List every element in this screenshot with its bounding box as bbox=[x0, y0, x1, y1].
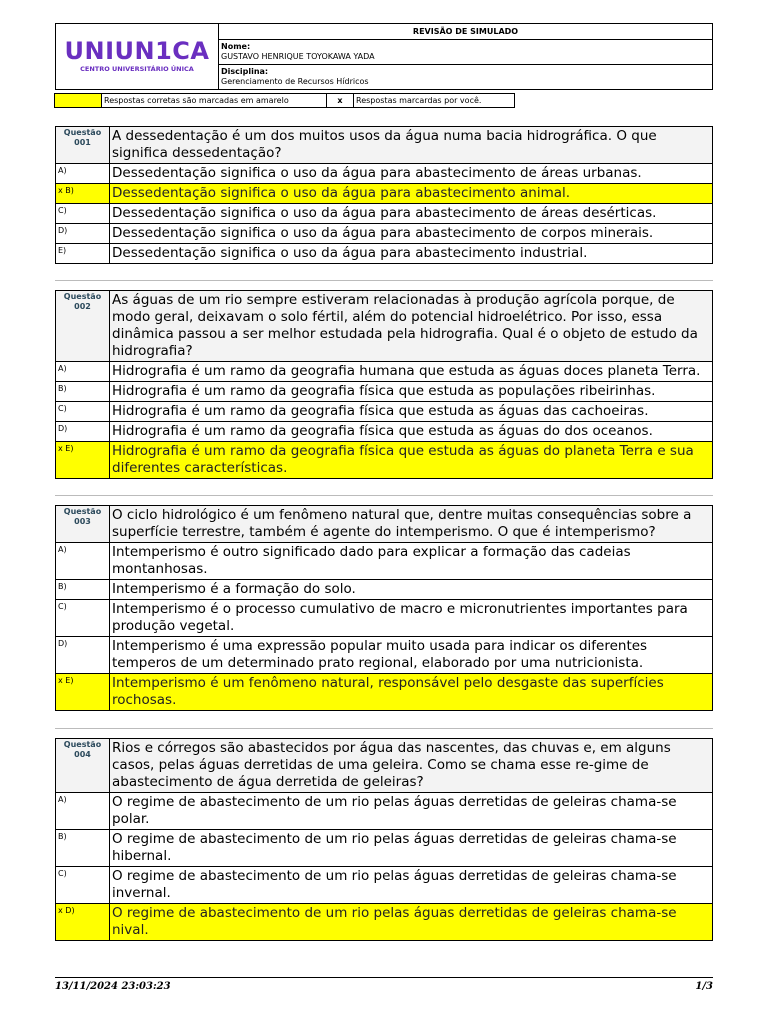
option-row bbox=[56, 402, 713, 422]
option-row bbox=[56, 362, 713, 382]
option-text: O regime de abastecimento de um rio pelas águas derretidas de geleiras chama-se polar. bbox=[110, 793, 713, 830]
option-row bbox=[56, 830, 713, 867]
option-letter: D) bbox=[56, 422, 110, 442]
question-stem: O ciclo hidrológico é um fenômeno natural que, dentre muitas consequências sobre a superfície terrestre, também é agente do intemperismo. O que é intemperismo? bbox=[110, 506, 713, 543]
option-letter: B) bbox=[56, 580, 110, 600]
option-row-correct bbox=[56, 184, 713, 204]
question-block bbox=[55, 126, 713, 264]
question-block bbox=[55, 505, 713, 711]
question-label: Questão bbox=[63, 292, 102, 301]
option-text: Dessedentação significa o uso da água para abastecimento industrial. bbox=[110, 244, 713, 264]
option-row bbox=[56, 422, 713, 442]
option-letter: A) bbox=[56, 362, 110, 382]
option-letter: x B) bbox=[56, 184, 110, 204]
option-row bbox=[56, 164, 713, 184]
legend bbox=[55, 93, 515, 107]
option-letter: A) bbox=[56, 164, 110, 184]
option-text: O regime de abastecimento de um rio pelas águas derretidas de geleiras chama-se invernal. bbox=[110, 867, 713, 904]
option-letter: x D) bbox=[56, 904, 110, 941]
option-letter: B) bbox=[56, 830, 110, 867]
header-table bbox=[55, 23, 713, 90]
option-text: Intemperismo é um fenômeno natural, responsável pelo desgaste das superfícies rochosas. bbox=[110, 674, 713, 711]
question-label: Questão bbox=[63, 740, 102, 749]
footer-datetime: 13/11/2024 23:03:23 bbox=[55, 981, 171, 992]
option-row bbox=[56, 204, 713, 224]
question-id: 002 bbox=[74, 302, 91, 311]
question-id: 004 bbox=[74, 750, 91, 759]
discipline-value: Gerenciamento de Recursos Hídricos bbox=[221, 77, 369, 86]
legend-x-mark: x bbox=[326, 93, 354, 108]
legend-correct-text: Respostas corretas são marcadas em amarelo bbox=[101, 93, 327, 108]
option-text: O regime de abastecimento de um rio pelas águas derretidas de geleiras chama-se nival. bbox=[110, 904, 713, 941]
option-text: Dessedentação significa o uso da água para abastecimento de áreas desérticas. bbox=[110, 204, 713, 224]
option-letter: E) bbox=[56, 244, 110, 264]
question-stem: As águas de um rio sempre estiveram relacionadas à produção agrícola porque, de modo geral, deixavam o solo fértil, além do potencial hidroelétrico. Por isso, essa dinâmica passou a ser melhor estudada pela hidrografia. Qual é o objeto de estudo da hidrografia? bbox=[110, 291, 713, 362]
option-letter: A) bbox=[56, 543, 110, 580]
question-label: Questão bbox=[63, 128, 102, 137]
question-id: 001 bbox=[74, 138, 91, 147]
question-number bbox=[56, 506, 110, 543]
logo-main: UNIUN1CA bbox=[64, 37, 210, 65]
name-cell bbox=[219, 40, 713, 65]
option-text: O regime de abastecimento de um rio pelas águas derretidas de geleiras chama-se hibernal. bbox=[110, 830, 713, 867]
question-stem: A dessedentação é um dos muitos usos da água numa bacia hidrográfica. O que significa dessedentação? bbox=[110, 127, 713, 164]
option-letter: x E) bbox=[56, 442, 110, 479]
option-text: Intemperismo é uma expressão popular muito usada para indicar os diferentes temperos de um determinado prato regional, elaborado por uma nutricionista. bbox=[110, 637, 713, 674]
option-text: Intemperismo é o processo cumulativo de macro e micronutrientes importantes para produção vegetal. bbox=[110, 600, 713, 637]
option-text: Intemperismo é outro significado dado para explicar a formação das cadeias montanhosas. bbox=[110, 543, 713, 580]
option-text: Hidrografia é um ramo da geografia humana que estuda as águas doces planeta Terra. bbox=[110, 362, 713, 382]
option-row bbox=[56, 543, 713, 580]
question-block bbox=[55, 738, 713, 941]
option-text: Dessedentação significa o uso da água para abastecimento de áreas urbanas. bbox=[110, 164, 713, 184]
option-row bbox=[56, 244, 713, 264]
name-value: GUSTAVO HENRIQUE TOYOKAWA YADA bbox=[221, 52, 375, 61]
option-letter: B) bbox=[56, 382, 110, 402]
option-text: Intemperismo é a formação do solo. bbox=[110, 580, 713, 600]
option-text: Hidrografia é um ramo da geografia física que estuda as águas do planeta Terra e sua diferentes características. bbox=[110, 442, 713, 479]
option-letter: C) bbox=[56, 600, 110, 637]
divider bbox=[55, 495, 713, 496]
option-text: Dessedentação significa o uso da água para abastecimento de corpos minerais. bbox=[110, 224, 713, 244]
legend-yellow-swatch bbox=[54, 93, 102, 108]
logo bbox=[56, 24, 219, 90]
discipline-cell bbox=[219, 65, 713, 90]
question-number bbox=[56, 127, 110, 164]
discipline-label: Disciplina: bbox=[221, 67, 269, 76]
option-row-correct bbox=[56, 904, 713, 941]
option-letter: C) bbox=[56, 867, 110, 904]
question-number bbox=[56, 739, 110, 793]
option-row bbox=[56, 382, 713, 402]
question-label: Questão bbox=[63, 507, 102, 516]
option-row bbox=[56, 224, 713, 244]
footer-page-number: 1/3 bbox=[695, 981, 713, 992]
legend-marked-text: Respostas marcardas por você. bbox=[353, 93, 515, 108]
option-text: Hidrografia é um ramo da geografia física que estuda as águas das cachoeiras. bbox=[110, 402, 713, 422]
footer-divider bbox=[55, 977, 713, 978]
page-title: REVISÃO DE SIMULADO bbox=[219, 24, 713, 40]
option-letter: A) bbox=[56, 793, 110, 830]
logo-sub: CENTRO UNIVERSITÁRIO ÚNICA bbox=[80, 65, 194, 73]
option-text: Dessedentação significa o uso da água para abastecimento animal. bbox=[110, 184, 713, 204]
option-row bbox=[56, 867, 713, 904]
question-stem: Rios e córregos são abastecidos por água das nascentes, das chuvas e, em alguns casos, pelas águas derretidas de uma geleira. Como se chama esse re-gime de abastecimento de água derretida de geleiras? bbox=[110, 739, 713, 793]
name-label: Nome: bbox=[221, 42, 251, 51]
divider bbox=[55, 280, 713, 281]
option-row-correct bbox=[56, 674, 713, 711]
option-letter: C) bbox=[56, 402, 110, 422]
option-row bbox=[56, 793, 713, 830]
divider bbox=[55, 728, 713, 729]
option-letter: D) bbox=[56, 224, 110, 244]
option-letter: x E) bbox=[56, 674, 110, 711]
question-block bbox=[55, 290, 713, 479]
option-text: Hidrografia é um ramo da geografia física que estuda as águas do dos oceanos. bbox=[110, 422, 713, 442]
option-row-correct bbox=[56, 442, 713, 479]
option-row bbox=[56, 580, 713, 600]
question-id: 003 bbox=[74, 517, 91, 526]
option-letter: C) bbox=[56, 204, 110, 224]
option-text: Hidrografia é um ramo da geografia física que estuda as populações ribeirinhas. bbox=[110, 382, 713, 402]
option-letter: D) bbox=[56, 637, 110, 674]
option-row bbox=[56, 637, 713, 674]
question-number bbox=[56, 291, 110, 362]
option-row bbox=[56, 600, 713, 637]
